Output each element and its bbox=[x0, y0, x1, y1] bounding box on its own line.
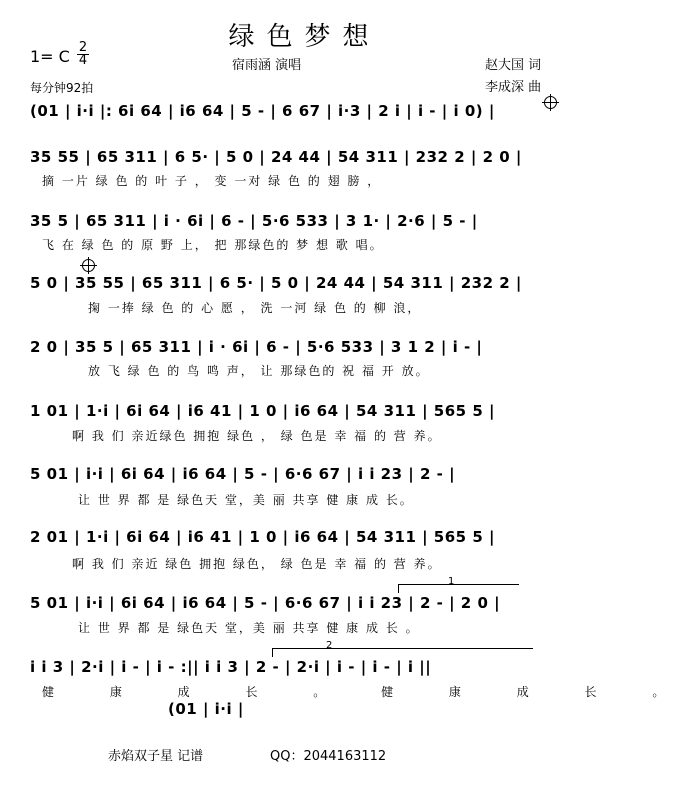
lyrics-row-1: 摘 一片 绿 色 的 叶 子 ， 变 一对 绿 色 的 翅 膀 ， bbox=[42, 174, 382, 188]
notation-row-4: 2 0 | 35 5 | 65 311 | i · 6i | 6 - | 5·6 533 | 3 1 2 | i - | bbox=[30, 338, 483, 356]
lyricist-credit: 赵大国 词 bbox=[485, 58, 542, 73]
lyrics-row-9: 健 康 成 长 。 健 康 成 长 。 bbox=[42, 685, 690, 699]
singer-credit: 宿雨涵 演唱 bbox=[232, 58, 302, 73]
composer-credit: 李成深 曲 bbox=[485, 80, 542, 95]
time-signature bbox=[76, 42, 90, 67]
meter-top: 2 bbox=[78, 40, 88, 55]
intro-notation: (01 | i·i |: 6i 64 | i6 64 | 5 - | 6 67 | i·3 | 2 i | i - | i 0) | bbox=[30, 102, 495, 120]
lyrics-row-5: 啊 我 们 亲近绿色 拥抱 绿色 ， 绿 色是 幸 福 的 营 养。 bbox=[72, 429, 442, 443]
transcriber-credit: 赤焰双子星 记谱 bbox=[108, 749, 204, 764]
coda-icon bbox=[82, 259, 95, 272]
notation-row-5: 1 01 | 1·i | 6i 64 | i6 41 | 1 0 | i6 64 | 54 311 | 565 5 | bbox=[30, 402, 495, 420]
lyrics-row-3: 掬 一捧 绿 色 的 心 愿 ， 洗 一河 绿 色 的 柳 浪， bbox=[88, 301, 422, 315]
volta-number-1: 1 bbox=[448, 576, 455, 587]
song-title: 绿色梦想 bbox=[228, 22, 381, 52]
meter-bottom: 4 bbox=[78, 53, 88, 68]
lyrics-row-2: 飞 在 绿 色 的 原 野 上， 把 那绿色的 梦 想 歌 唱。 bbox=[42, 238, 384, 252]
lyrics-row-7: 啊 我 们 亲近 绿色 拥抱 绿色， 绿 色是 幸 福 的 营 养。 bbox=[72, 557, 442, 571]
tempo-marking: 每分钟92拍 bbox=[30, 81, 94, 95]
tail-notation: (01 | i·i | bbox=[168, 700, 244, 718]
volta-number-2: 2 bbox=[326, 640, 333, 651]
notation-row-3: 5 0 | 35 55 | 65 311 | 6 5· | 5 0 | 24 44 | 54 311 | 232 2 | bbox=[30, 274, 522, 292]
notation-row-9: i i 3 | 2·i | i - | i - :|| i i 3 | 2 - | 2·i | i - | i - | i || bbox=[30, 658, 432, 676]
lyrics-row-8: 让 世 界 都 是 绿色天 堂，美 丽 共享 健 康 成 长 。 bbox=[78, 621, 420, 635]
notation-row-8: 5 01 | i·i | 6i 64 | i6 64 | 5 - | 6·6 67 | i i 23 | 2 - | 2 0 | bbox=[30, 594, 501, 612]
notation-row-2: 35 5 | 65 311 | i · 6i | 6 - | 5·6 533 | 3 1· | 2·6 | 5 - | bbox=[30, 212, 478, 230]
key-signature: 1= C bbox=[30, 47, 70, 66]
volta-bracket-2 bbox=[272, 648, 533, 657]
notation-row-7: 2 01 | 1·i | 6i 64 | i6 41 | 1 0 | i6 64 | 54 311 | 565 5 | bbox=[30, 528, 495, 546]
qq-contact: QQ：2044163112 bbox=[270, 749, 387, 764]
lyrics-row-6: 让 世 界 都 是 绿色天 堂，美 丽 共享 健 康 成 长。 bbox=[78, 493, 414, 507]
notation-row-1: 35 55 | 65 311 | 6 5· | 5 0 | 24 44 | 54 311 | 232 2 | 2 0 | bbox=[30, 148, 522, 166]
volta-bracket-1 bbox=[398, 584, 519, 593]
notation-row-6: 5 01 | i·i | 6i 64 | i6 64 | 5 - | 6·6 67 | i i 23 | 2 - | bbox=[30, 465, 456, 483]
lyrics-row-4: 放 飞 绿 色 的 鸟 鸣 声， 让 那绿色的 祝 福 开 放。 bbox=[88, 364, 430, 378]
